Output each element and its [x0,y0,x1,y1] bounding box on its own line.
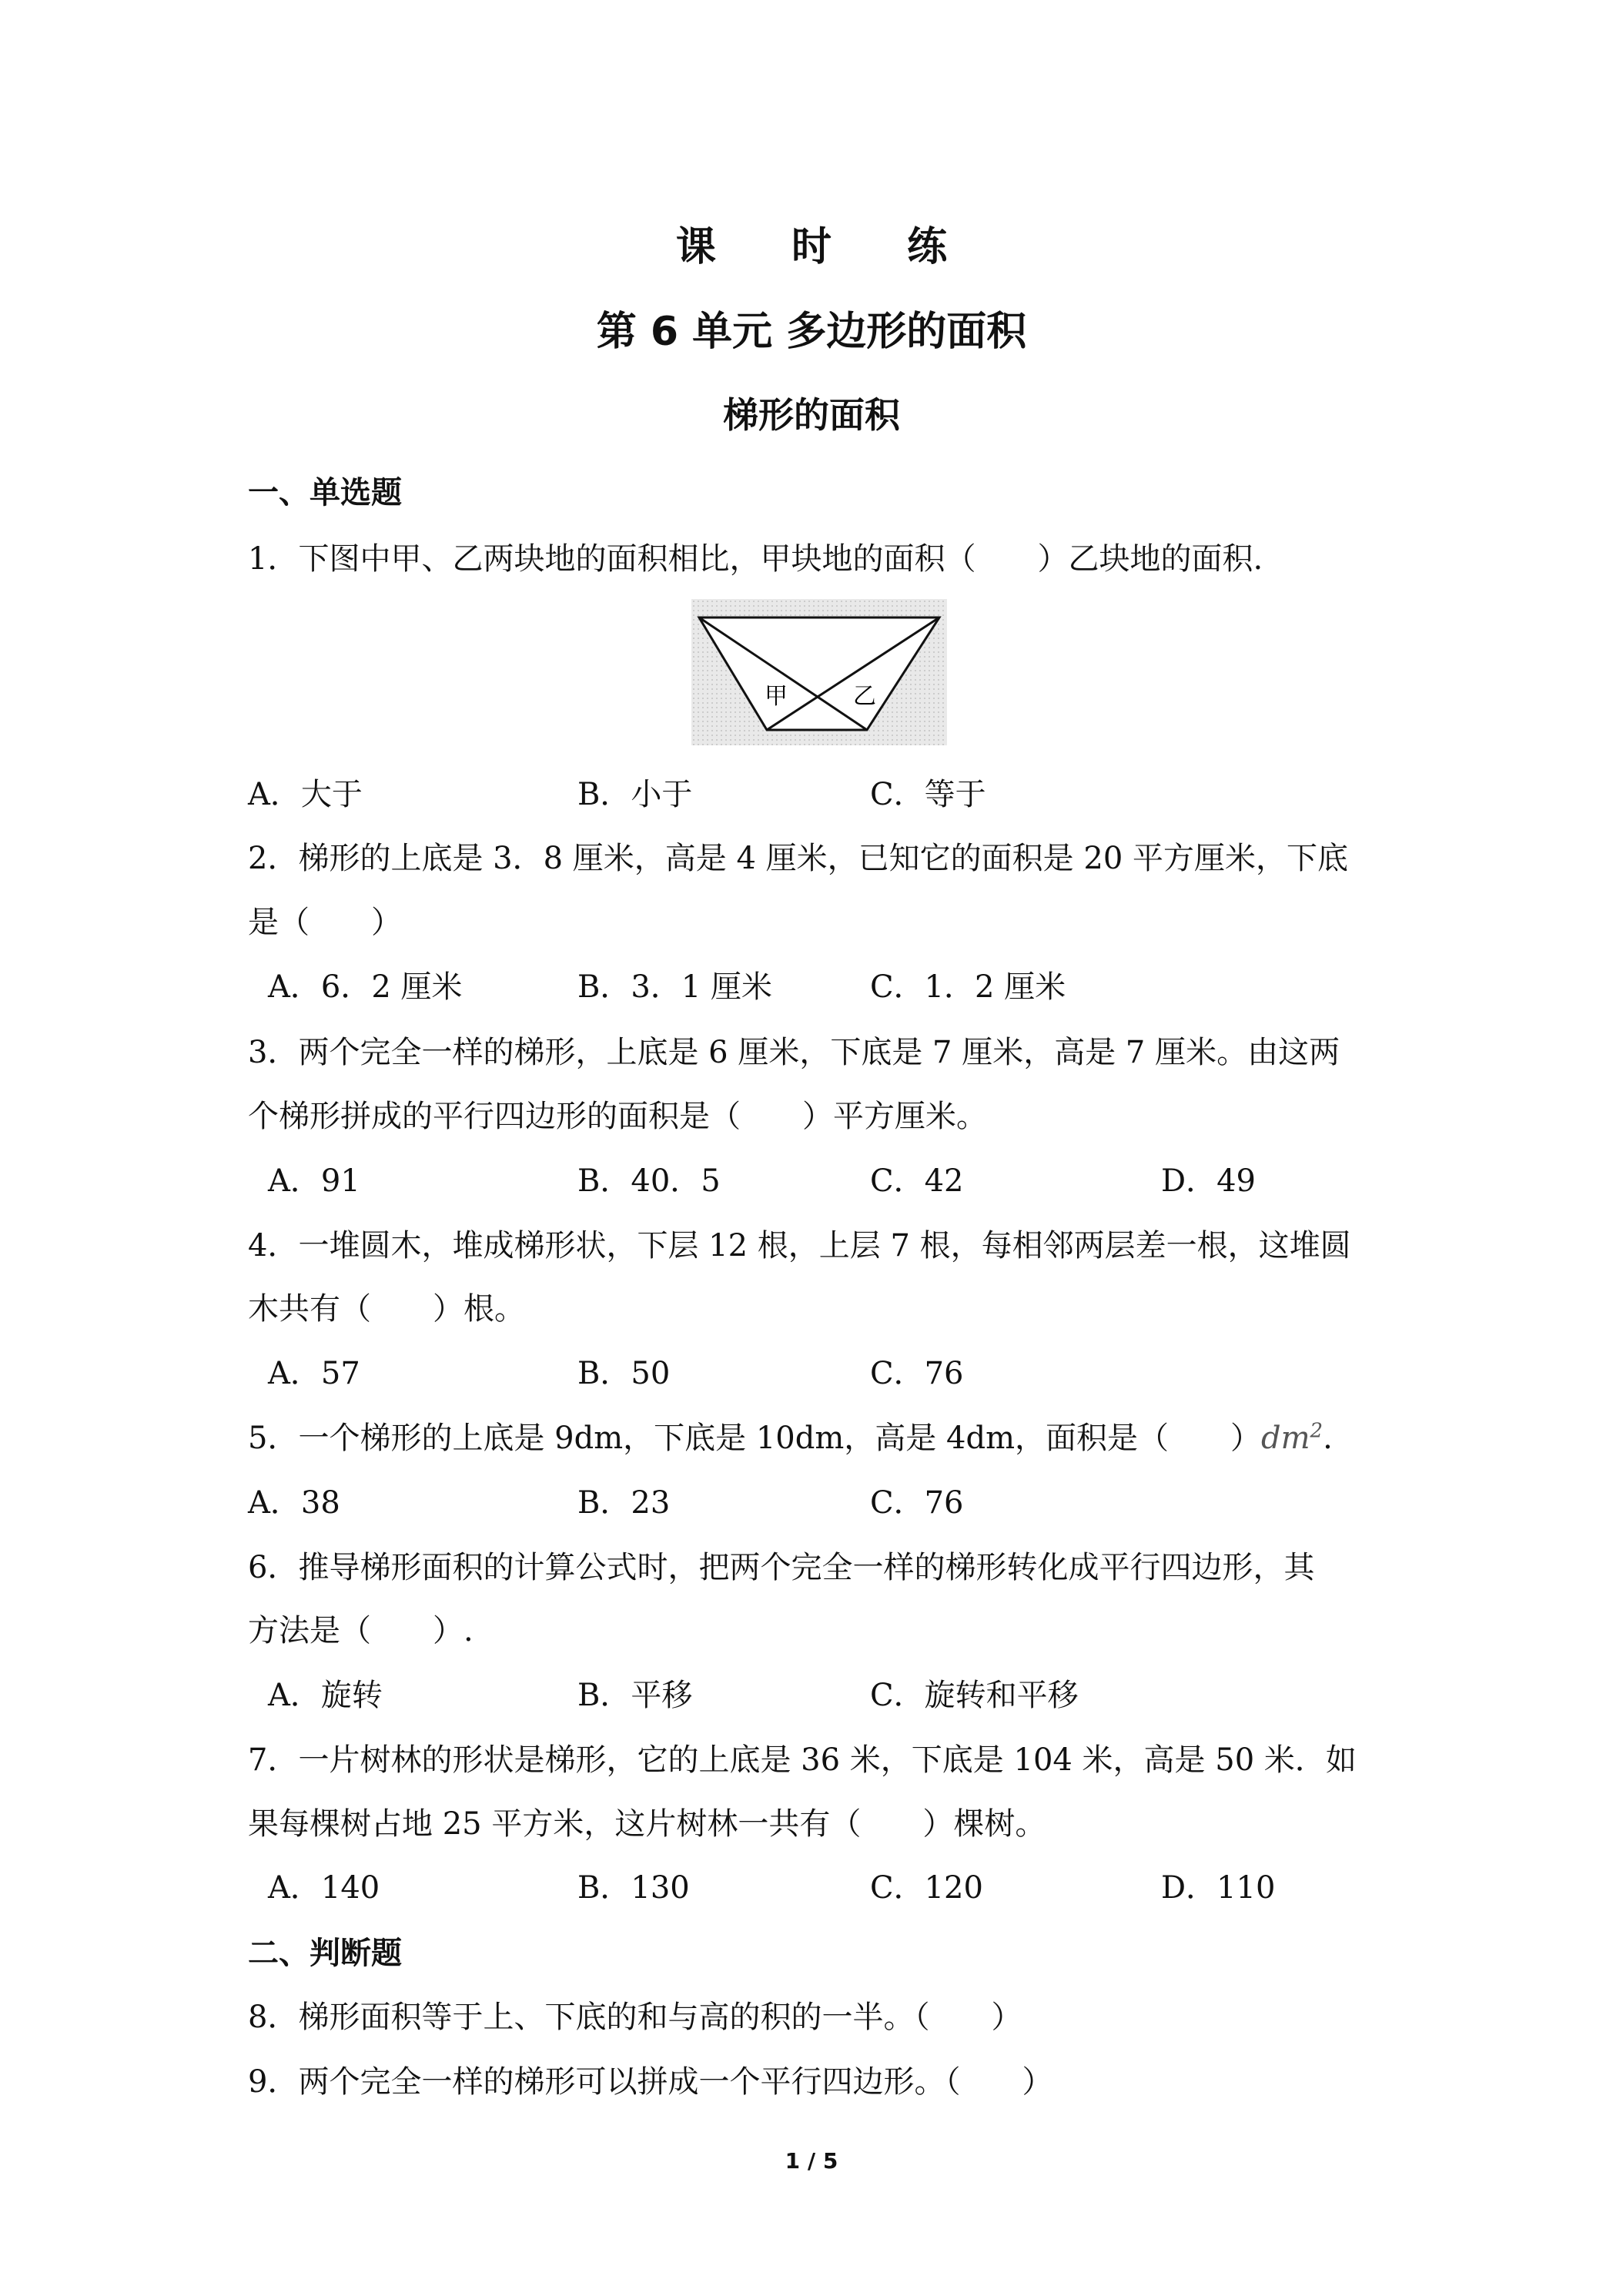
question-6-line1: 6．推导梯形面积的计算公式时，把两个完全一样的梯形转化成平行四边形，其 [248,1550,1315,1585]
question-4-line2: 木共有（ ）根。 [248,1291,525,1327]
question-5 [248,1414,1333,1458]
q2-option-a[interactable]: A．6．2 厘米 [268,969,463,1005]
q3-option-a[interactable]: A．91 [268,1163,360,1199]
lesson-title: 梯形的面积 [723,394,900,436]
q6-option-a[interactable]: A．旋转 [268,1678,383,1713]
q1-option-a[interactable]: A．大于 [248,777,363,812]
q5-option-b[interactable]: B．23 [577,1485,671,1521]
q3-option-b[interactable]: B．40．5 [577,1163,721,1199]
q2-option-c[interactable]: C．1．2 厘米 [870,969,1066,1005]
unit-title: 第 6 单元 多边形的面积 [596,309,1027,355]
label-yi: 乙 [853,683,876,710]
question-7-line1: 7．一片树林的形状是梯形，它的上底是 36 米，下底是 104 米，高是 50 米．如 [248,1742,1357,1778]
question-3-line2: 个梯形拼成的平行四边形的面积是（ ）平方厘米。 [248,1099,987,1134]
question-5-end: . [1323,1421,1333,1456]
trapezoid-figure [691,599,947,745]
q3-option-c[interactable]: C．42 [870,1163,964,1199]
q1-option-b[interactable]: B．小于 [577,777,693,812]
q6-option-b[interactable]: B．平移 [577,1678,693,1713]
q4-option-b[interactable]: B．50 [577,1356,671,1391]
question-8: 8．梯形面积等于上、下底的和与高的积的一半。（ ） [248,2000,1022,2035]
section-single-choice: 一、单选题 [248,475,402,510]
question-3-line1: 3．两个完全一样的梯形，上底是 6 厘米，下底是 7 厘米，高是 7 厘米。由这两 [248,1035,1340,1070]
q7-option-c[interactable]: C．120 [870,1870,983,1906]
q7-option-a[interactable]: A．140 [268,1870,380,1906]
question-6-line2: 方法是（ ）. [248,1613,474,1648]
document-title: 课 时 练 [675,224,979,270]
label-jia: 甲 [765,683,788,710]
dm-unit: dm [1261,1421,1310,1456]
question-9: 9．两个完全一样的梯形可以拼成一个平行四边形。（ ） [248,2064,1053,2100]
q5-option-a[interactable]: A．38 [248,1485,340,1521]
q5-option-c[interactable]: C．76 [870,1485,964,1521]
q7-option-b[interactable]: B．130 [577,1870,690,1906]
section-true-false: 二、判断题 [248,1936,402,1971]
q4-option-c[interactable]: C．76 [870,1356,964,1391]
q1-option-c[interactable]: C．等于 [870,777,986,812]
question-7-line2: 果每棵树占地 25 平方米，这片树林一共有（ ）棵树。 [248,1806,1046,1842]
page-number: 1 / 5 [785,2148,838,2174]
question-4-line1: 4．一堆圆木，堆成梯形状，下层 12 根，上层 7 根，每相邻两层差一根，这堆圆 [248,1228,1351,1263]
question-2-line1: 2．梯形的上底是 3．8 厘米，高是 4 厘米，已知它的面积是 20 平方厘米，下底 [248,841,1348,876]
question-1: 1．下图中甲、乙两块地的面积相比，甲块地的面积（ ）乙块地的面积. [248,541,1263,577]
question-2-line2: 是（ ） [248,905,402,940]
q3-option-d[interactable]: D．49 [1161,1163,1256,1199]
q4-option-a[interactable]: A．57 [268,1356,360,1391]
q7-option-d[interactable]: D．110 [1161,1870,1276,1906]
dm-exponent: 2 [1310,1419,1323,1443]
q6-option-c[interactable]: C．旋转和平移 [870,1678,1079,1713]
question-5-text: 5．一个梯形的上底是 9dm，下底是 10dm，高是 4dm，面积是（ ） [248,1421,1261,1456]
q2-option-b[interactable]: B．3．1 厘米 [577,969,773,1005]
